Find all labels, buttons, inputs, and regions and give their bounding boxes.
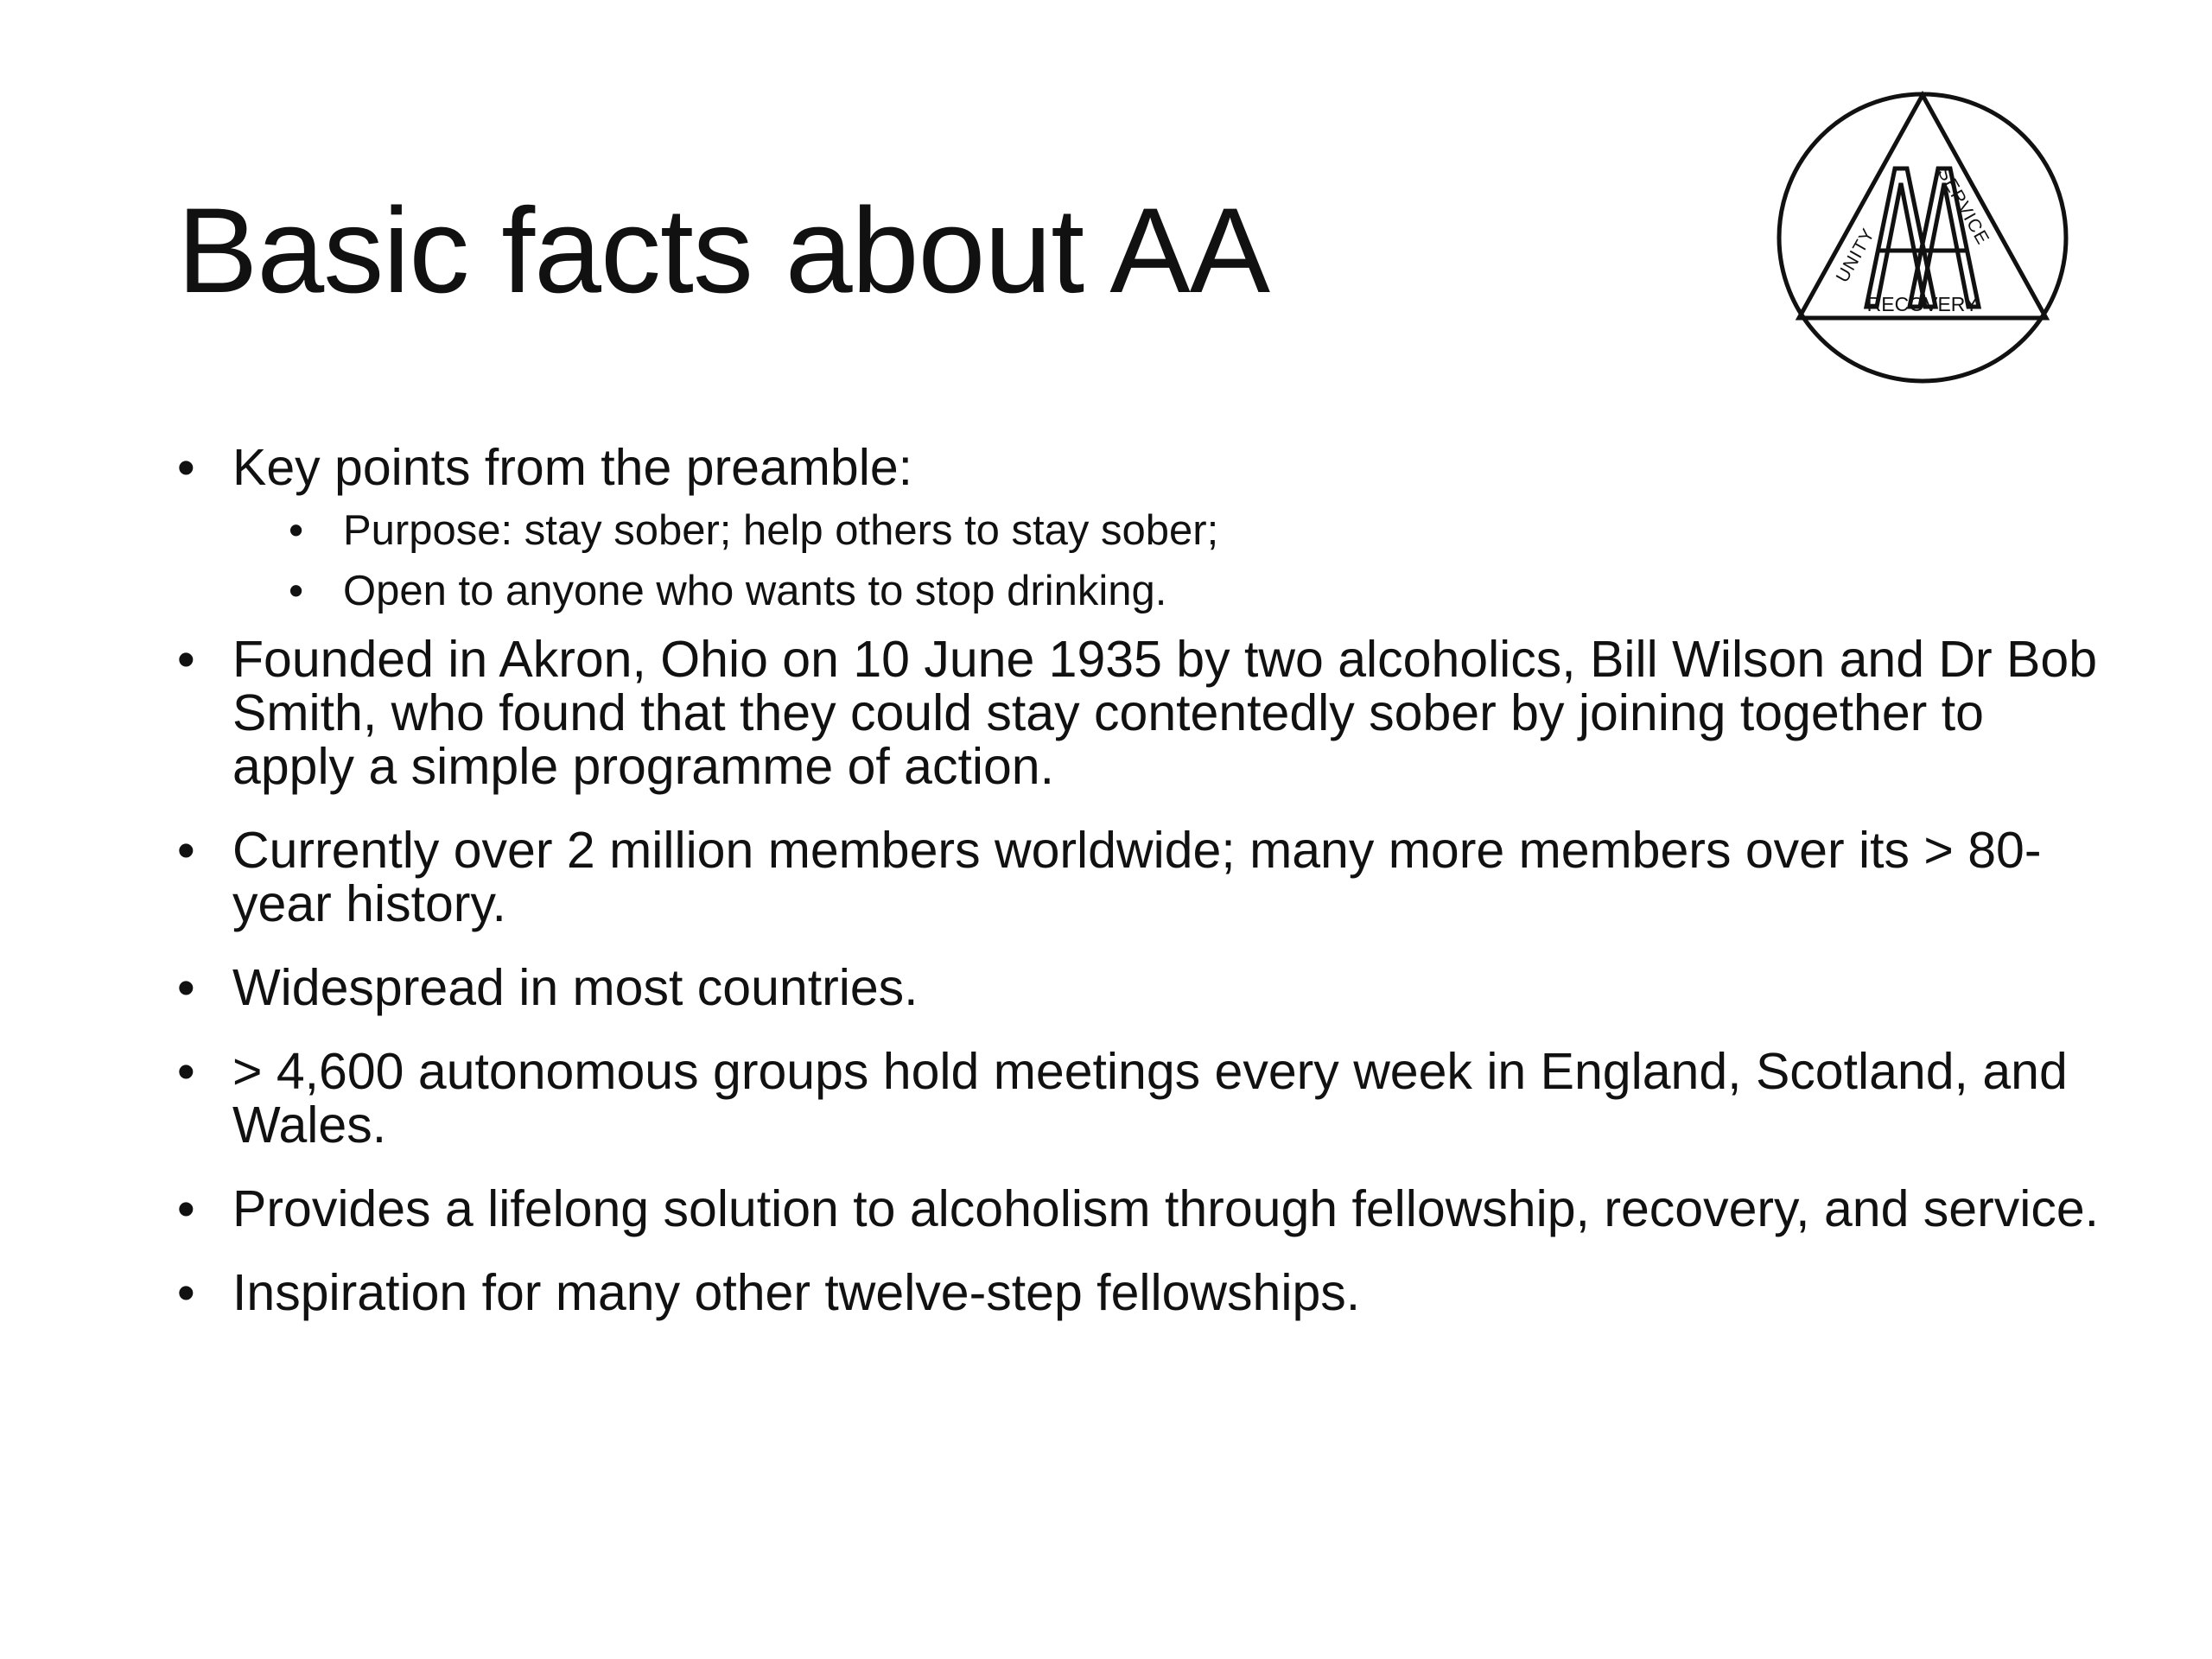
bullet-list-container [177, 441, 2104, 1350]
bullet-text: Currently over 2 million members worldwide; many more members over its > 80-year history. [232, 822, 2042, 932]
bullet-item-inspiration [177, 1266, 2104, 1319]
sub-bullet-text: Purpose: stay sober; help others to stay sober; [343, 507, 1219, 554]
bullet-item-members [177, 823, 2104, 931]
bullet-text: Widespread in most countries. [232, 959, 918, 1016]
bullet-item-widespread [177, 961, 2104, 1014]
logo-unity-label: UNITY [1832, 225, 1879, 286]
logo-service-label: SERVICE [1933, 163, 1993, 249]
sub-bullet-open [232, 567, 2104, 615]
sub-bullet-purpose [232, 506, 2104, 555]
bullet-list [177, 441, 2104, 1319]
bullet-text: Founded in Akron, Ohio on 10 June 1935 by two alcoholics, Bill Wilson and Dr Bob Smith, who found that they could stay contentedly sober by joining together to apply a simple programme of action. [232, 631, 2098, 795]
bullet-item-groups [177, 1045, 2104, 1152]
slide-title: Basic facts about AA [177, 182, 1270, 318]
bullet-item-solution [177, 1182, 2104, 1236]
sub-bullet-list [232, 506, 2104, 615]
logo-recovery-label: RECOVERY [1866, 293, 1979, 315]
bullet-text: Key points from the preamble: [232, 439, 913, 496]
bullet-text: Inspiration for many other twelve-step fellowships. [232, 1264, 1361, 1321]
aa-logo-icon [1771, 86, 2074, 389]
sub-bullet-text: Open to anyone who wants to stop drinking. [343, 568, 1167, 614]
bullet-text: Provides a lifelong solution to alcoholism through fellowship, recovery, and service. [232, 1180, 2100, 1237]
bullet-text: > 4,600 autonomous groups hold meetings every week in England, Scotland, and Wales. [232, 1043, 2068, 1154]
bullet-item-preamble [177, 441, 2104, 615]
bullet-item-founded [177, 632, 2104, 793]
